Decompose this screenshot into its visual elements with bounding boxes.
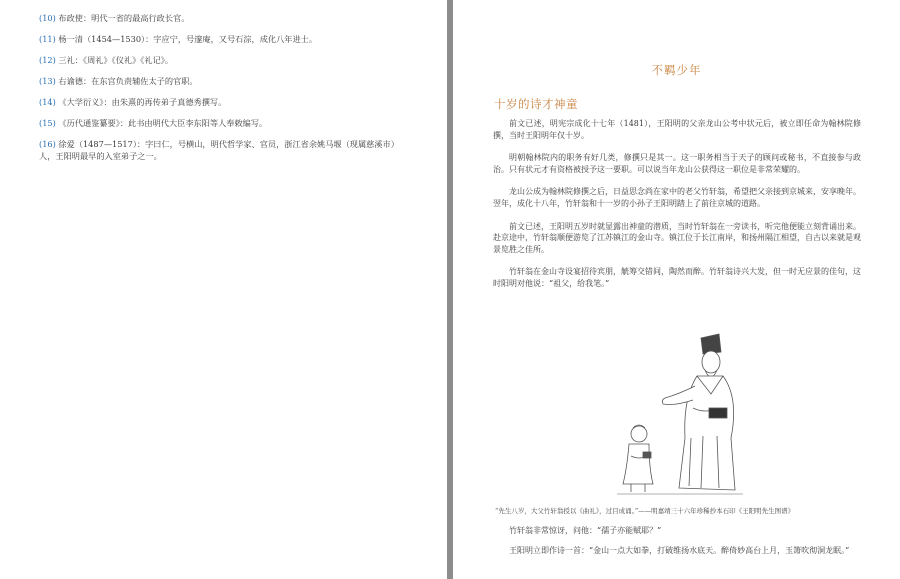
footnote — [39, 97, 414, 109]
illustration-caption: “先生八岁，大父竹轩翁授以《曲礼》，过目成诵。”——明嘉靖三十六年珍稀抄本石印《王阳明先生图谱》 — [495, 507, 795, 515]
footnote-text: 布政使：明代一省的最高行政长官。 — [55, 13, 190, 23]
right-page — [453, 0, 900, 579]
footnote-text: 《大学衍义》：由朱熹的再传弟子真德秀撰写。 — [55, 97, 227, 107]
footnote-number: (11) — [39, 34, 56, 44]
footnote-text: 徐爱（1487—1517）：字曰仁，号横山，明代哲学家、官员，浙江省余姚马堰（现属慈溪市）人，王阳明最早的入室弟子之一。 — [39, 139, 399, 161]
illustration-scholar-and-child — [613, 328, 753, 498]
footnote — [39, 13, 414, 25]
paragraph: 竹轩翁在金山寺设宴招待宾朋，觥筹交错间，陶然而醉。竹轩翁诗兴大发，但一时无应景的佳句，这时阳明对他说：“祖父，给我笔。” — [493, 267, 861, 288]
footnote — [39, 76, 414, 88]
footnote-text: 杨一清（1454—1530）：字应宁，号邃庵，又号石淙，成化八年进士。 — [55, 34, 318, 44]
footnotes-list — [39, 13, 414, 172]
footnote-text: 《历代通鉴纂要》：此书由明代大臣李东阳等人奉敕编写。 — [55, 118, 268, 128]
footnote-number: (16) — [39, 139, 56, 149]
paragraph: 明朝翰林院内的职务有好几类，修撰只是其一。这一职务相当于天子的顾问或秘书，不直接参与政治。只有状元才有资格被授予这一要职。可以说当年龙山公获得这一职位是非常荣耀的。 — [493, 153, 861, 174]
footnote — [39, 118, 414, 130]
footnote — [39, 139, 414, 162]
footnote-number: (12) — [39, 55, 56, 65]
body-text — [493, 118, 861, 301]
paragraph: 前文已述，明宪宗成化十七年（1481），王阳明的父亲龙山公考中状元后，被立即任命为翰林院修撰，当时王阳明年仅十岁。 — [493, 119, 861, 140]
body-text-continued — [493, 525, 861, 564]
footnote — [39, 34, 414, 46]
left-page — [0, 0, 447, 579]
footnote-text: 右谕德：在东宫负责辅佐太子的官职。 — [55, 76, 198, 86]
paragraph: 竹轩翁非常惊讶，问他：“孺子亦能赋耶？” — [509, 526, 662, 535]
footnote-text: 三礼：《周礼》《仪礼》《礼记》。 — [55, 55, 174, 65]
footnote-number: (10) — [39, 13, 56, 23]
chapter-title: 不羁少年 — [651, 63, 702, 77]
paragraph: 前文已述，王阳明五岁时就显露出神童的潜质，当时竹轩翁在一旁读书，听完他便能立刻背诵出来。赴京途中，竹轩翁顺便游览了江苏镇江的金山寺。镇江位于长江南岸，和扬州隔江相望，自古以来就是观景览胜之佳所。 — [493, 221, 861, 254]
section-title: 十岁的诗才神童 — [494, 97, 578, 111]
footnote-number: (13) — [39, 76, 56, 86]
paragraph: 龙山公成为翰林院修撰之后，日益思念尚在家中的老父竹轩翁，希望把父亲接到京城来，安享晚年。翌年，成化十八年，竹轩翁和十一岁的小孙子王阳明踏上了前往京城的道路。 — [493, 187, 861, 208]
footnote — [39, 55, 414, 67]
paragraph: 王阳明立即作诗一首：“金山一点大如拳，打破维扬水底天。醉倚妙高台上月，玉箫吹彻洞龙眠。” — [509, 545, 850, 555]
footnote-number: (14) — [39, 97, 56, 107]
footnote-number: (15) — [39, 118, 56, 128]
